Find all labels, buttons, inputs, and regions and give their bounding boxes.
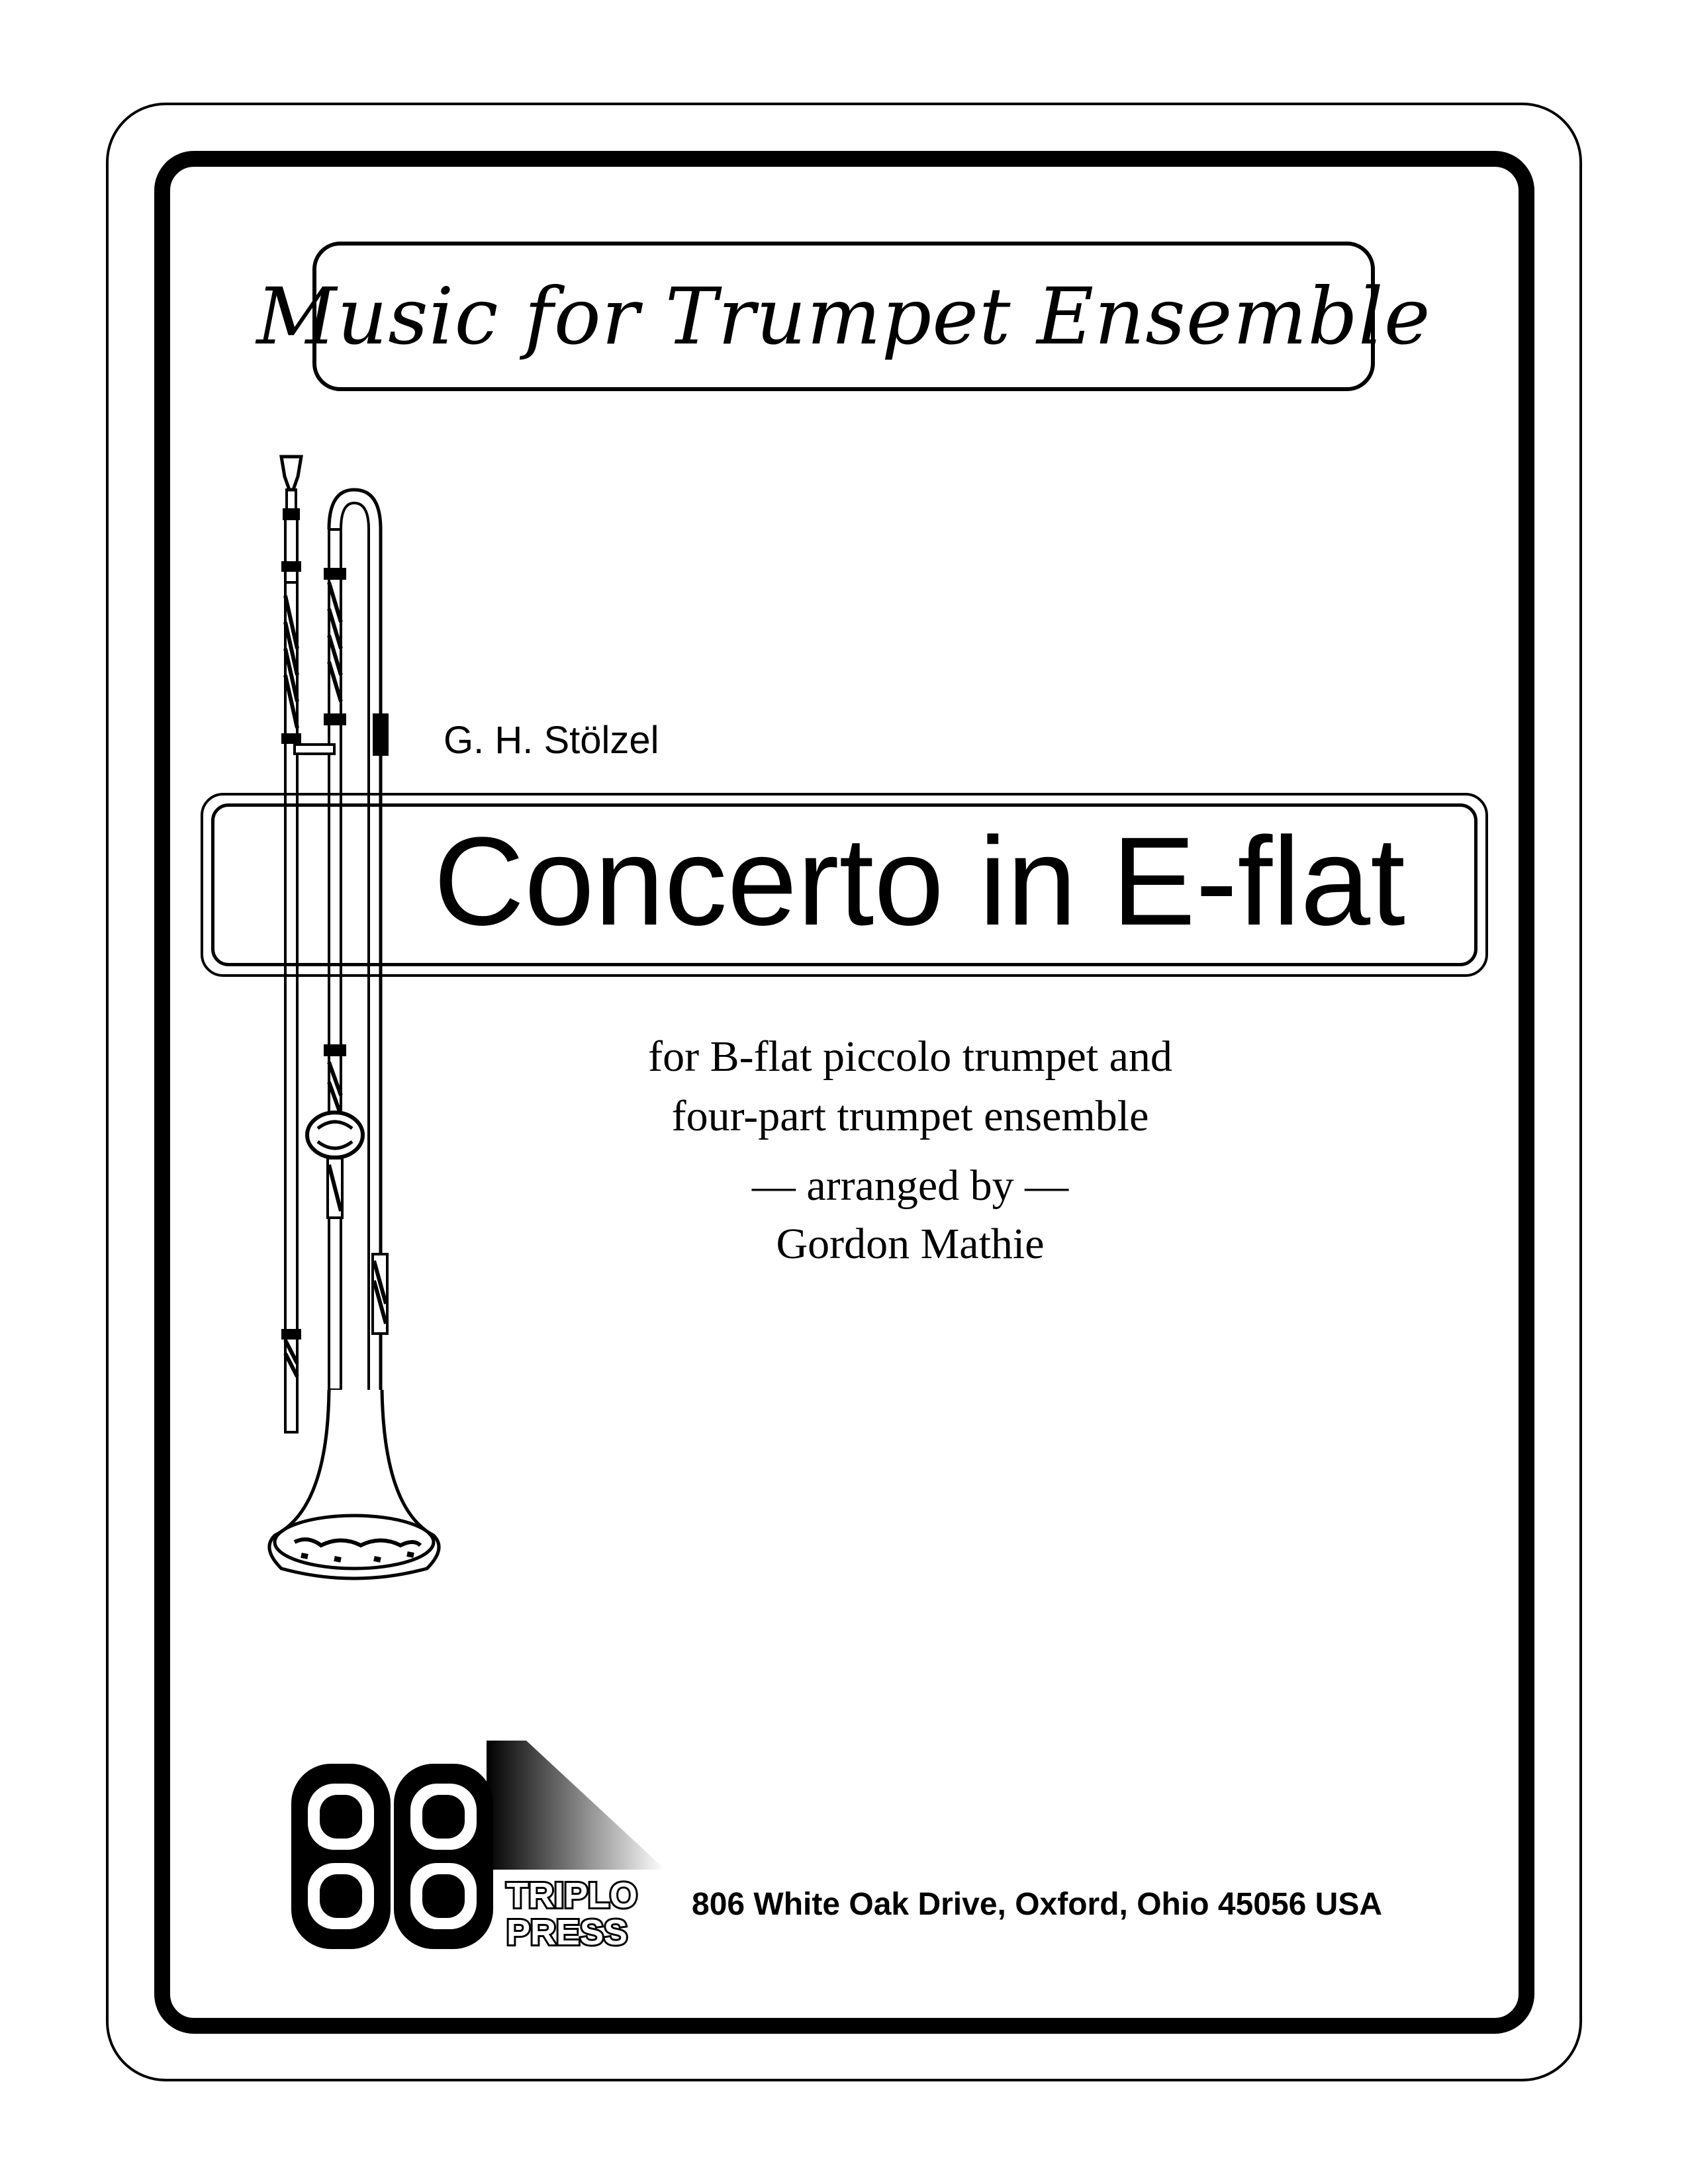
composer: G. H. Stölzel: [444, 719, 659, 762]
triplo-press-logo-icon: [288, 1734, 685, 1952]
arranger-name: Gordon Mathie: [776, 1220, 1045, 1268]
series-box: [256, 242, 1431, 391]
subtitle-line: four-part trumpet ensemble: [671, 1092, 1149, 1140]
natural-trumpet-icon: [255, 450, 453, 1588]
logo-word-bottom: PRESS: [506, 1913, 628, 1952]
publisher-address: 806 White Oak Drive, Oxford, Ohio 45056 USA: [692, 1887, 1383, 1922]
logo-word-top: TRIPLO: [506, 1876, 637, 1915]
arranged-by-line: — arranged by —: [751, 1161, 1069, 1210]
subtitle-line: for B-flat piccolo trumpet and: [648, 1032, 1172, 1081]
series-title: Music for Trumpet Ensemble: [256, 271, 1431, 362]
main-title: Concerto in E-flat: [434, 811, 1405, 952]
